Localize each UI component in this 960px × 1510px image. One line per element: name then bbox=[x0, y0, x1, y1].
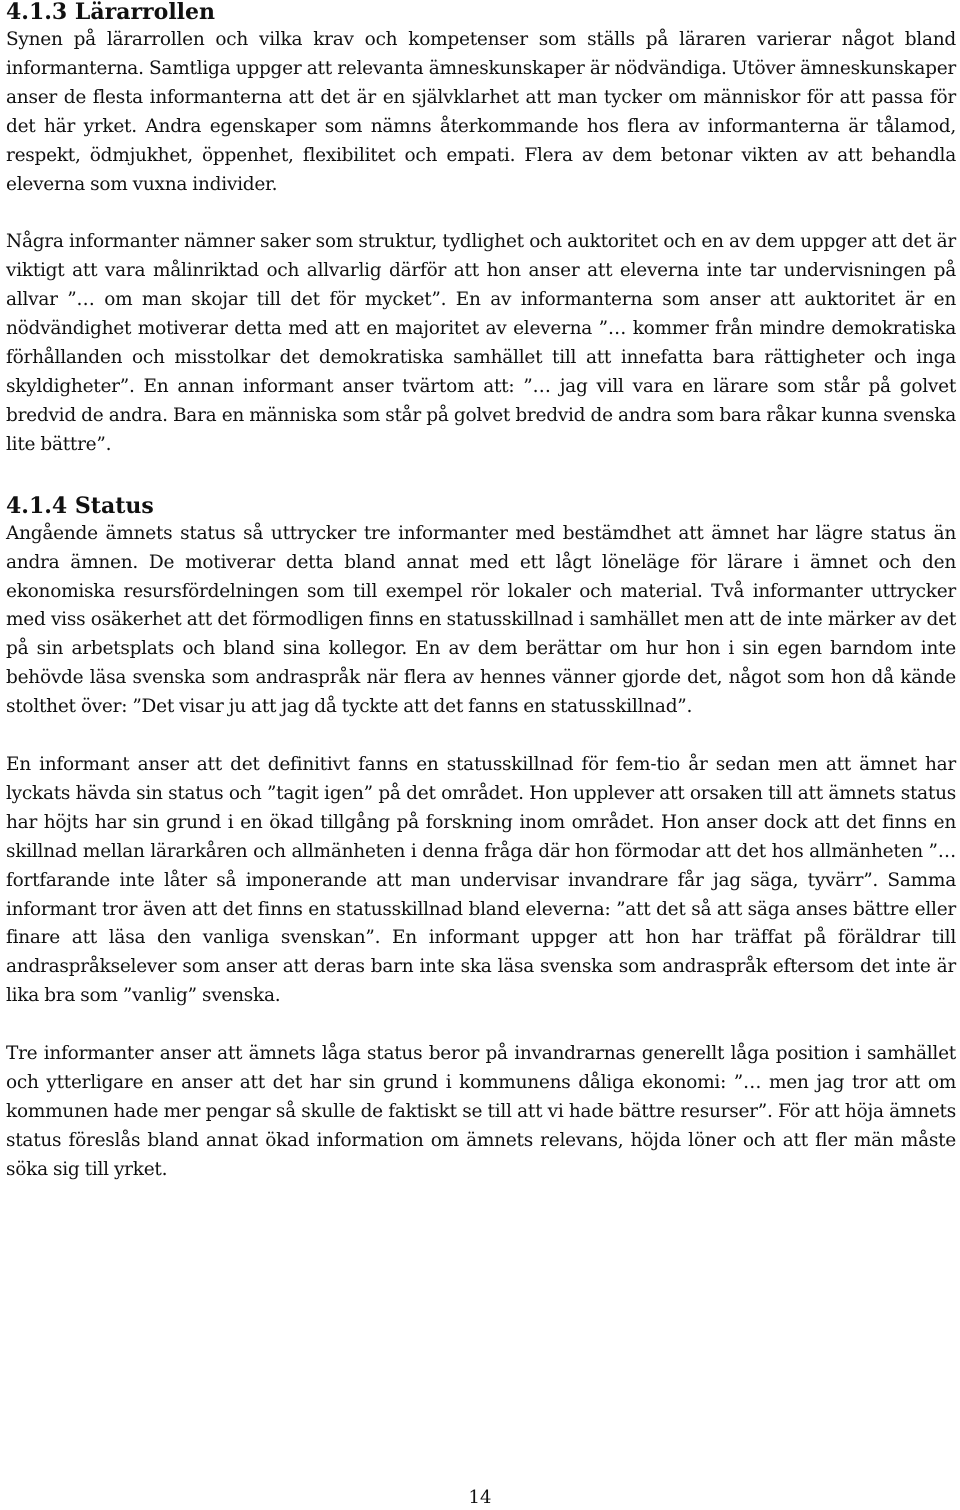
section-heading: 4.1.3 Lärarrollen bbox=[6, 0, 216, 25]
paragraph: Några informanter nämner saker som struktur, tydlighet och auktoritet och en av dem uppger att det är viktigt att vara målinriktad och allvarlig därför att hon anser att eleverna inte tar undervisningen på allvar ”… om man skojar till det för mycket”. En av informanterna som anser att auktoritet är en nödvändighet motiverar detta med att en majoritet av eleverna ”… kommer från mindre demokratiska förhållanden och misstolkar det demokratiska samhället till att innefatta bara rättigheter och inga skyldigheter”. En annan informant anser tvärtom att: ”… jag vill vara en lärare som står på golvet bredvid de andra. Bara en människa som står på golvet bredvid de andra som bara råkar kunna svenska lite bättre”. bbox=[6, 231, 956, 455]
section-status bbox=[6, 492, 956, 1185]
paragraph: Angående ämnets status så uttrycker tre informanter med bestämdhet att ämnet har lägre status än andra ämnen. De motiverar detta bland annat med ett lågt löneläge för lärare i ämnet och den ekonomiska resursfördelningen som till exempel rör lokaler och material. Två informanter uttrycker med viss osäkerhet att det förmodligen finns en statusskillnad i samhället men att de inte märker av det på sin arbetsplats och bland sina kollegor. En av dem berättar om hur hon i sin egen barndom inte behövde läsa svenska som andraspråk när flera av hennes vänner gjorde det, något som hon då kände stolthet över: ”Det visar ju att jag då tyckte att det fanns en statusskillnad”. bbox=[6, 522, 956, 718]
page-number: 14 bbox=[468, 1487, 492, 1508]
paragraph: Tre informanter anser att ämnets låga status beror på invandrarnas generellt låga position i samhället och ytterligare en anser att det har sin grund i kommunens dåliga ekonomi: ”… men jag tror att om kommunen hade mer pengar så skulle de faktiskt se till att vi hade bättre resurser”. För att höja ämnets status föreslås bland annat ökad information om ämnets relevans, höjda löner och att fler män måste söka sig till yrket. bbox=[6, 1043, 956, 1180]
paragraph: En informant anser att det definitivt fanns en statusskillnad för fem-tio år sedan men att ämnet har lyckats hävda sin status och ”tagit igen” på det området. Hon upplever att orsaken till att ämnets status har höjts har sin grund i en ökad tillgång på forskning inom området. Hon anser dock att det finns en skillnad mellan lärarkåren och allmänheten i denna fråga där hon förmodar att det hos allmänheten ”… fortfarande inte låter så imponerande att man undervisar invandrare får jag säga, tyvärr”. Samma informant tror även att det finns en statusskillnad bland eleverna: ”att det så att säga anses bättre eller finare att läsa den vanliga svenskan”. En informant uppger att hon har träffat på föräldrar till andraspråkselever som anser att deras barn inte ska läsa svenska som andraspråk eftersom det inte är lika bra som ”vanlig” svenska. bbox=[6, 754, 956, 1007]
section-heading: 4.1.4 Status bbox=[6, 492, 154, 519]
paragraph: Synen på lärarrollen och vilka krav och kompetenser som ställs på läraren varierar något bland informanterna. Samtliga uppger att relevanta ämneskunskaper är nödvändiga. Utöver ämneskunskaper anser de flesta informanterna att det är en självklarhet att man tycker om människor för att passa för det här yrket. Andra egenskaper som nämns återkommande hos flera av informanterna är tålamod, respekt, ödmjukhet, öppenhet, flexibilitet och empati. Flera av dem betonar vikten av att behandla eleverna som vuxna individer. bbox=[6, 29, 956, 195]
document-page bbox=[6, 0, 956, 1185]
section-lararrollen bbox=[6, 0, 956, 460]
